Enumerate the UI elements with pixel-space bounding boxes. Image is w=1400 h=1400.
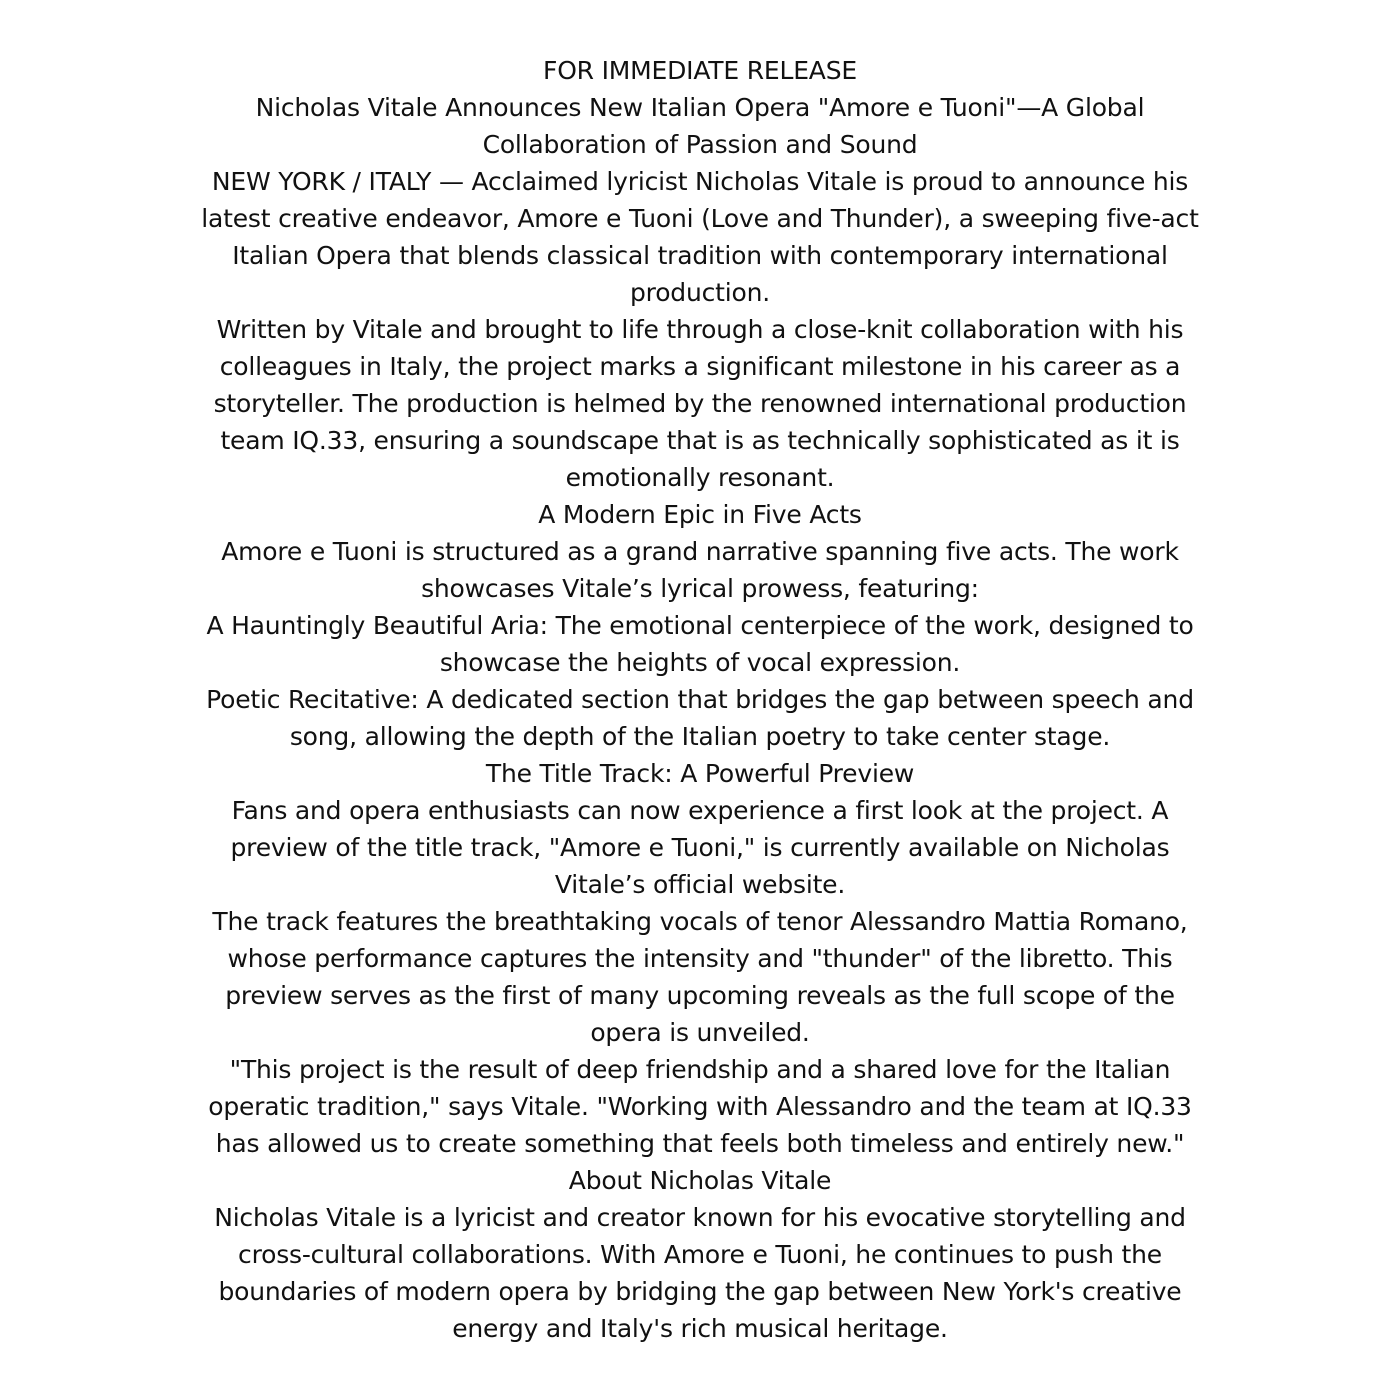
press-release <box>190 52 1210 1347</box>
section-title-track-heading: The Title Track: A Powerful Preview <box>485 759 915 788</box>
quote-paragraph: "This project is the result of deep friendship and a shared love for the Italian operatic tradition," says Vitale. "Working with Alessandro and the team at IQ.33 has allowed us to create something that feels both timeless and entirely new." <box>208 1055 1192 1158</box>
collaboration-paragraph: Written by Vitale and brought to life through a close-knit collaboration with his colleagues in Italy, the project marks a significant milestone in his career as a storyteller. The production is helmed by the renowned international production team IQ.33, ensuring a soundscape that is as technically sophisticated as it is emotionally resonant. <box>213 315 1187 492</box>
title-track-paragraph: Fans and opera enthusiasts can now experience a first look at the project. A preview of the title track, "Amore e Tuoni," is currently available on Nicholas Vitale’s official website. <box>230 796 1170 899</box>
lead-paragraph: NEW YORK / ITALY — Acclaimed lyricist Nicholas Vitale is proud to announce his latest creative endeavor, Amore e Tuoni (Love and Thunder), a sweeping five-act Italian Opera that blends classical tradition with contemporary international production. <box>201 167 1199 307</box>
section-epic-intro: Amore e Tuoni is structured as a grand narrative spanning five acts. The work showcases Vitale’s lyrical prowess, featuring: <box>221 537 1179 603</box>
section-about-heading: About Nicholas Vitale <box>568 1166 832 1195</box>
feature-recitative: Poetic Recitative: A dedicated section that bridges the gap between speech and song, allowing the depth of the Italian poetry to take center stage. <box>206 685 1194 751</box>
tenor-paragraph: The track features the breathtaking vocals of tenor Alessandro Mattia Romano, whose performance captures the intensity and "thunder" of the libretto. This preview serves as the first of many upcoming reveals as the full scope of the opera is unveiled. <box>212 907 1188 1047</box>
release-label: FOR IMMEDIATE RELEASE <box>543 56 857 85</box>
section-epic-heading: A Modern Epic in Five Acts <box>538 500 862 529</box>
about-paragraph: Nicholas Vitale is a lyricist and creator known for his evocative storytelling and cross-cultural collaborations. With Amore e Tuoni, he continues to push the boundaries of modern opera by bridging the gap between New York's creative energy and Italy's rich musical heritage. <box>214 1203 1186 1343</box>
feature-aria: A Hauntingly Beautiful Aria: The emotional centerpiece of the work, designed to showcase the heights of vocal expression. <box>206 611 1194 677</box>
headline: Nicholas Vitale Announces New Italian Opera "Amore e Tuoni"—A Global Collaboration of Passion and Sound <box>255 93 1145 159</box>
